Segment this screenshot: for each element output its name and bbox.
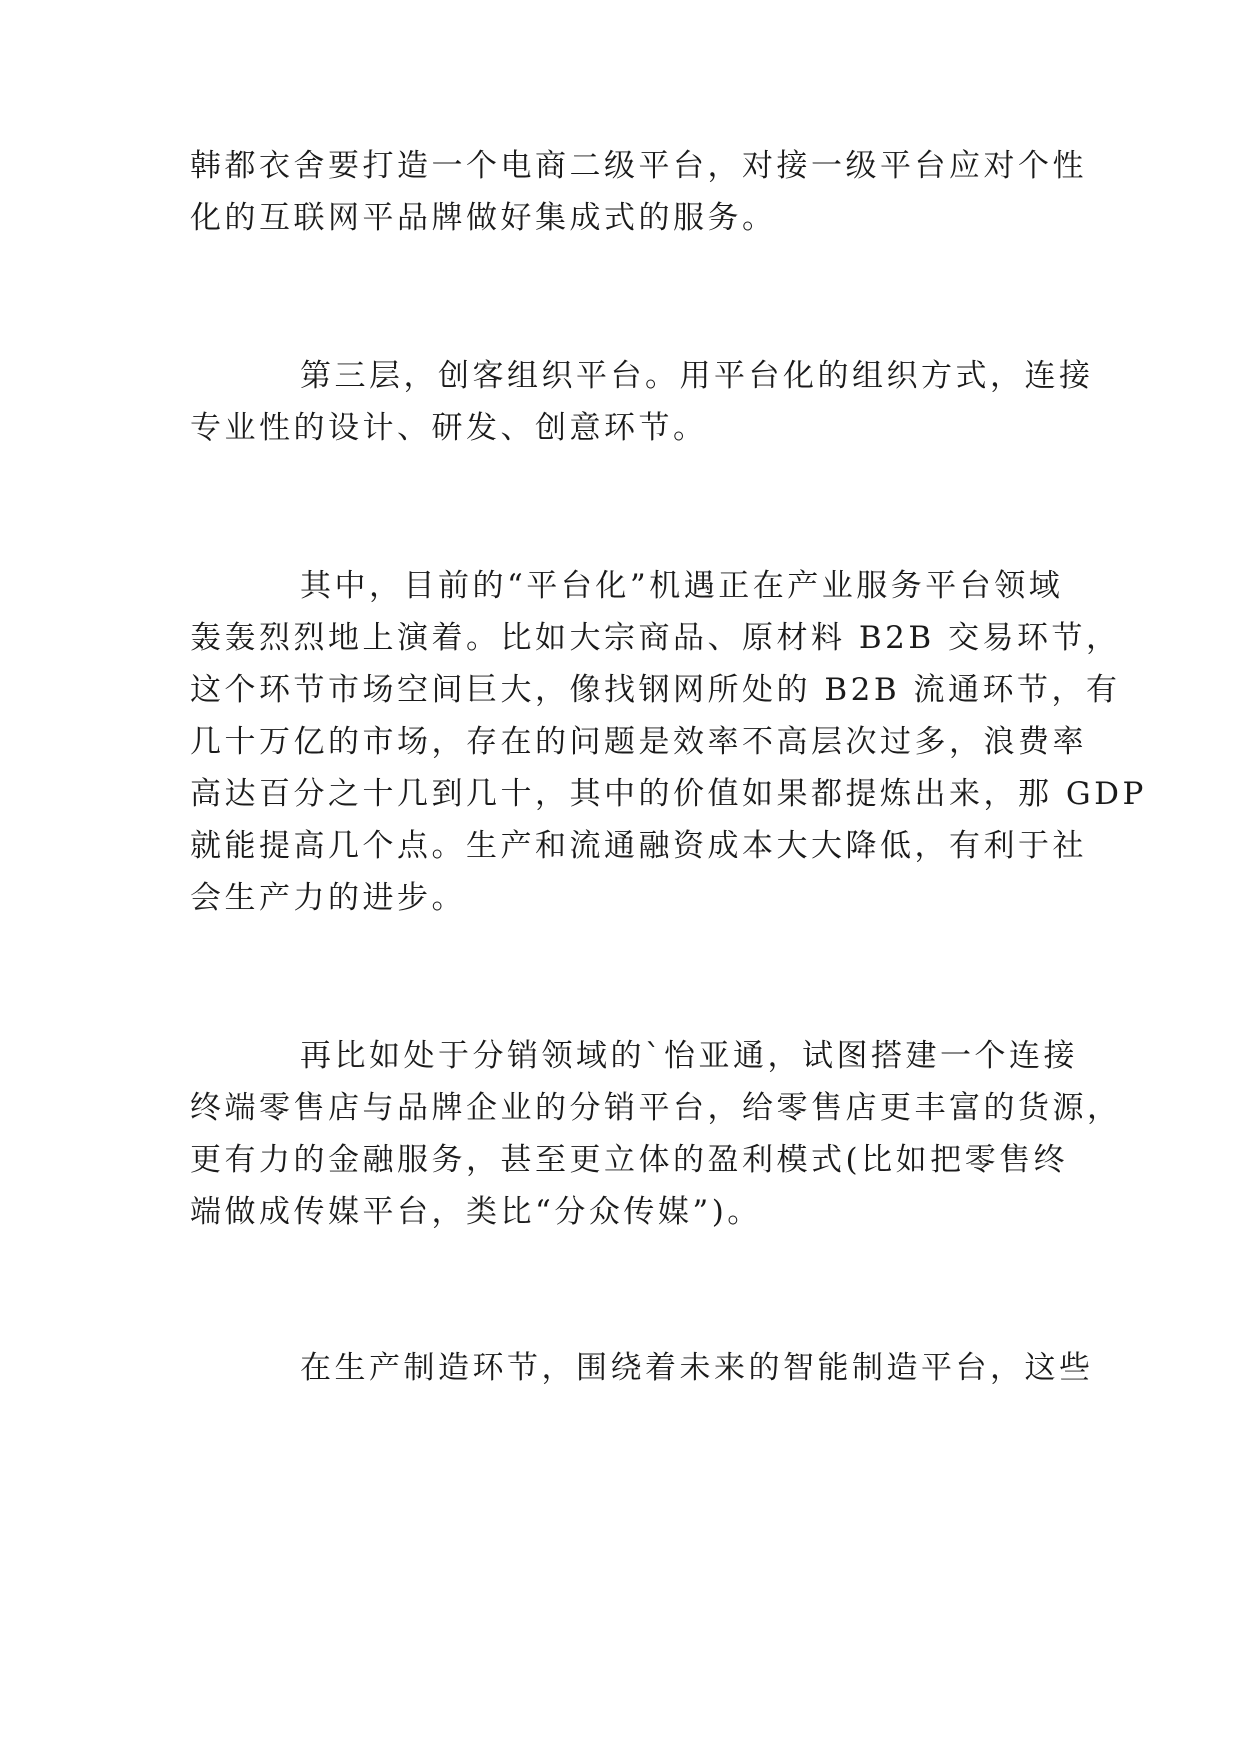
paragraph-1-line-2: 化的互联网平品牌做好集成式的服务。: [190, 200, 777, 236]
paragraph-4-line-2: 终端零售店与品牌企业的分销平台，给零售店更丰富的货源，: [190, 1090, 1122, 1126]
paragraph-3-line-7: 会生产力的进步。: [190, 880, 466, 916]
paragraph-3-line-2: 轰轰烈烈地上演着。比如大宗商品、原材料 B2B 交易环节，: [190, 620, 1121, 656]
paragraph-3-line-5: 高达百分之十几到几十，其中的价值如果都提炼出来，那 GDP: [190, 776, 1147, 812]
paragraph-2-line-1: 第三层，创客组织平台。用平台化的组织方式，连接: [300, 358, 1094, 394]
paragraph-5-line-1: 在生产制造环节，围绕着未来的智能制造平台，这些: [300, 1350, 1094, 1386]
paragraph-1-line-1: 韩都衣舍要打造一个电商二级平台，对接一级平台应对个性: [190, 148, 1087, 184]
paragraph-3-line-3: 这个环节市场空间巨大，像找钢网所处的 B2B 流通环节，有: [190, 672, 1121, 708]
paragraph-3-line-4: 几十万亿的市场，存在的问题是效率不高层次过多，浪费率: [190, 724, 1087, 760]
paragraph-3-line-6: 就能提高几个点。生产和流通融资成本大大降低，有利于社: [190, 828, 1087, 864]
paragraph-4-line-4: 端做成传媒平台，类比“分众传媒”)。: [190, 1194, 762, 1230]
paragraph-3-line-1: 其中，目前的“平台化”机遇正在产业服务平台领域: [300, 568, 1064, 604]
paragraph-4-line-3: 更有力的金融服务，甚至更立体的盈利模式(比如把零售终: [190, 1142, 1069, 1178]
paragraph-4-line-1: 再比如处于分销领域的`怡亚通，试图搭建一个连接: [300, 1038, 1078, 1074]
paragraph-2-line-2: 专业性的设计、研发、创意环节。: [190, 410, 708, 446]
